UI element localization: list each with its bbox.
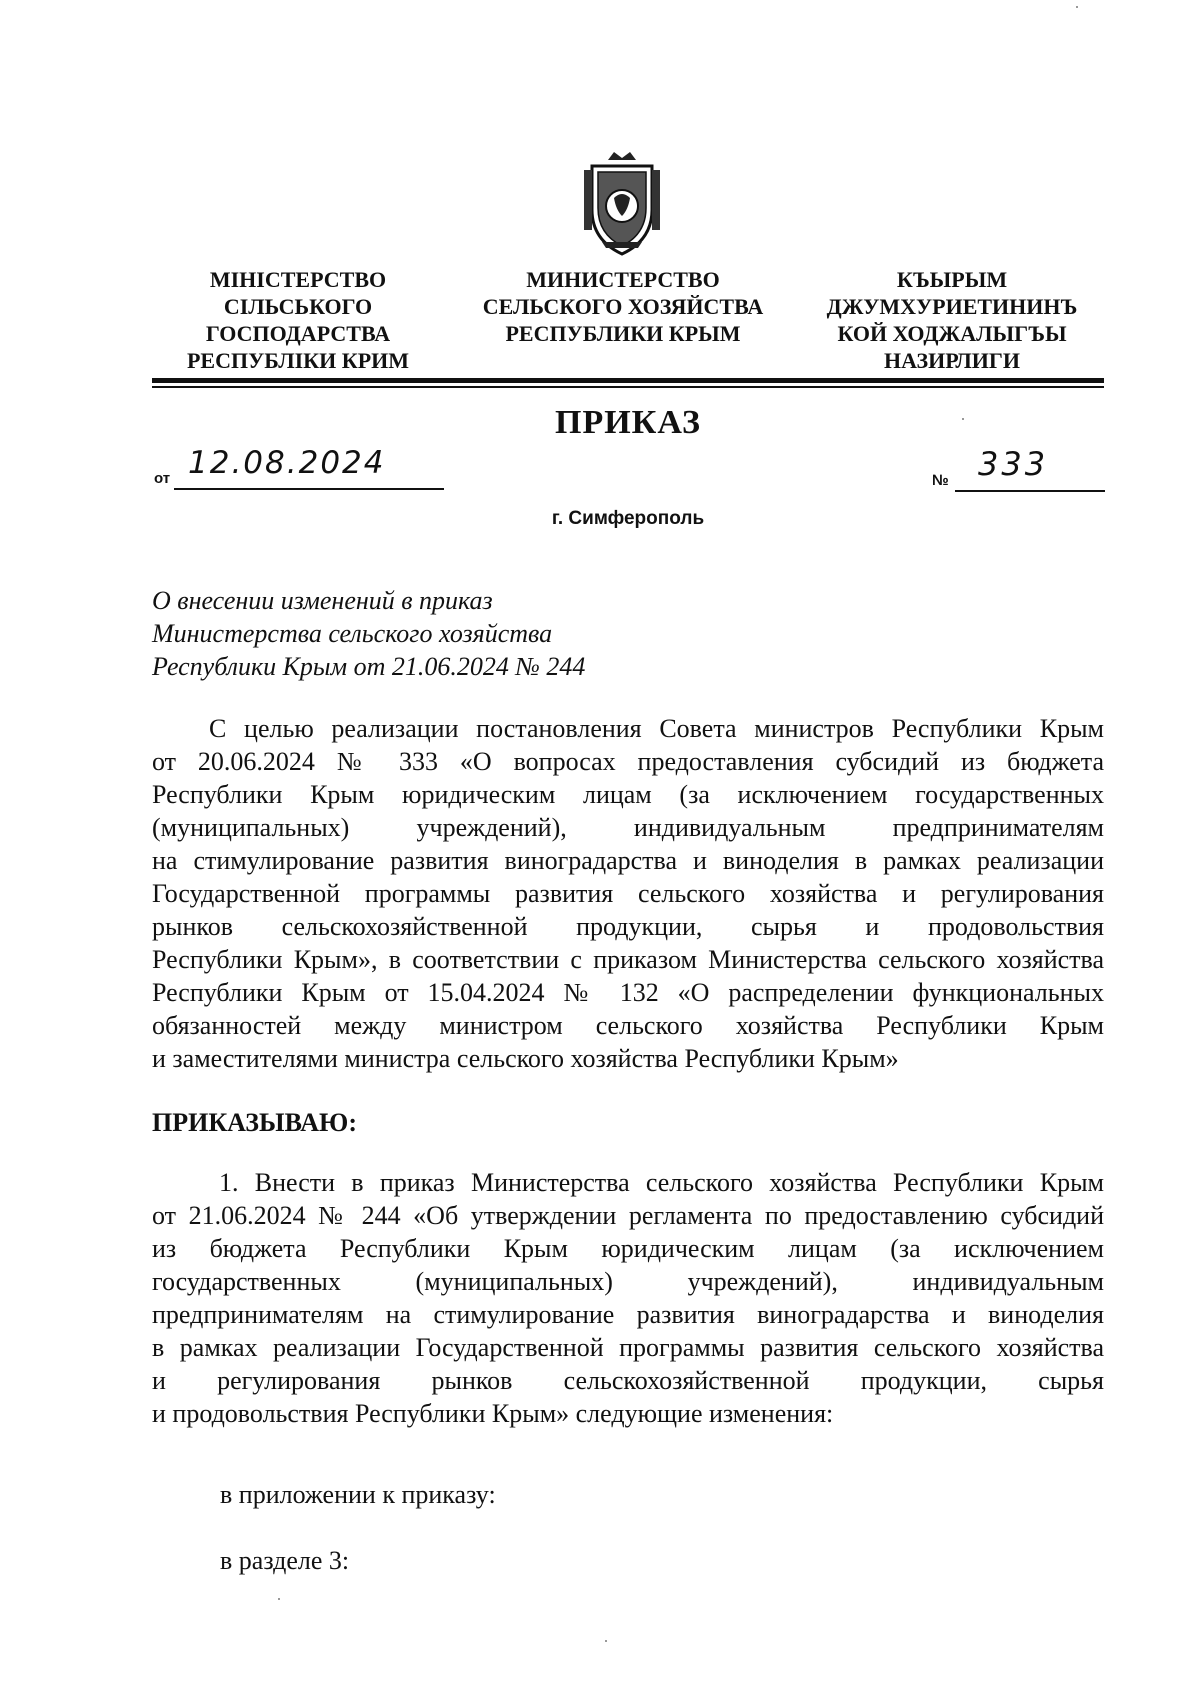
- header-ru-line: СЕЛЬСКОГО ХОЗЯЙСТВА: [482, 294, 764, 319]
- paragraph-line: Республики Крым», в соответствии с приказом Министерства сельского хозяйства: [152, 945, 1104, 974]
- paragraph-line: предпринимателям на стимулирование развития виноградарства и виноделия: [152, 1300, 1104, 1329]
- paragraph-line: Республики Крым юридическим лицам (за исключением государственных: [152, 780, 1104, 809]
- document-title: ПРИКАЗ: [555, 404, 701, 441]
- date-prefix: от: [154, 470, 171, 487]
- paragraph-line: от 20.06.2024 № 333 «О вопросах предоставления субсидий из бюджета: [152, 747, 1104, 776]
- header-crh-line: КОЙ ХОДЖАЛЫГЪЫ: [837, 321, 1067, 346]
- section-line: в разделе 3:: [220, 1546, 350, 1575]
- header-ua-line: РЕСПУБЛІКИ КРИМ: [186, 348, 410, 373]
- paragraph-line: Республики Крым от 15.04.2024 № 132 «О распределении функциональных: [152, 978, 1104, 1007]
- header-ua-line: ГОСПОДАРСТВА: [205, 321, 391, 346]
- subject-line: О внесении изменений в приказ: [152, 586, 493, 615]
- item-1-paragraph: [152, 1166, 1104, 1430]
- header-crh-line: ДЖУМХУРИЕТИНИНЪ: [826, 294, 1078, 319]
- paragraph-line: и продовольствия Республики Крым» следующие изменения:: [152, 1399, 834, 1428]
- order-heading: ПРИКАЗЫВАЮ:: [152, 1108, 357, 1137]
- scan-speck: [962, 418, 964, 420]
- paragraph-line: от 21.06.2024 № 244 «Об утверждении регламента по предоставлению субсидий: [152, 1201, 1104, 1230]
- number-underline: [955, 490, 1105, 492]
- appendix-line: в приложении к приказу:: [220, 1480, 496, 1509]
- paragraph-line: 1. Внести в приказ Министерства сельского хозяйства Республики Крым: [219, 1168, 1104, 1197]
- date-handwritten: 12.08.2024: [188, 445, 386, 481]
- paragraph-line: в рамках реализации Государственной программы развития сельского хозяйства: [152, 1333, 1104, 1362]
- subject-line: Министерства сельского хозяйства: [152, 619, 553, 648]
- paragraph-line: государственных (муниципальных) учреждений), индивидуальным: [152, 1267, 1104, 1296]
- preamble-paragraph: [152, 712, 1104, 1075]
- header-divider-thick: [152, 378, 1104, 383]
- paragraph-line: на стимулирование развития виноградарства и виноделия в рамках реализации: [152, 846, 1104, 875]
- paragraph-line: из бюджета Республики Крым юридическим лицам (за исключением: [152, 1234, 1104, 1263]
- header-ru-line: РЕСПУБЛИКИ КРЫМ: [505, 321, 741, 346]
- header-ua-line: СІЛЬСЬКОГО: [223, 294, 373, 319]
- number-prefix: №: [932, 472, 949, 489]
- header-crimean-tatar: [802, 266, 1102, 374]
- scan-speck: [1076, 6, 1078, 8]
- header-ua-line: МІНІСТЕРСТВО: [209, 267, 387, 292]
- header-crh-line: НАЗИРЛИГИ: [884, 348, 1020, 373]
- header-ru-line: МИНИСТЕРСТВО: [526, 267, 720, 292]
- paragraph-line: и регулирования рынков сельскохозяйственной продукции, сырья: [152, 1366, 1104, 1395]
- header-russian: [458, 266, 788, 347]
- city: г. Симферополь: [551, 508, 705, 529]
- subject-line: Республики Крым от 21.06.2024 № 244: [152, 652, 586, 681]
- header-crh-line: КЪЫРЫМ: [896, 267, 1008, 292]
- paragraph-line: С целью реализации постановления Совета министров Республики Крым: [209, 714, 1104, 743]
- header-ukrainian: [168, 266, 428, 374]
- header-divider-thin: [152, 386, 1104, 388]
- paragraph-line: и заместителями министра сельского хозяйства Республики Крым»: [152, 1044, 899, 1073]
- date-underline: [174, 488, 444, 490]
- subject: [152, 584, 585, 683]
- coat-of-arms-icon: [578, 150, 666, 258]
- scan-speck: [278, 1598, 280, 1600]
- paragraph-line: (муниципальных) учреждений), индивидуальным предпринимателям: [152, 813, 1104, 842]
- scan-speck: [605, 1640, 607, 1642]
- paragraph-line: Государственной программы развития сельского хозяйства и регулирования: [152, 879, 1104, 908]
- paragraph-line: обязанностей между министром сельского хозяйства Республики Крым: [152, 1011, 1104, 1040]
- paragraph-line: рынков сельскохозяйственной продукции, сырья и продовольствия: [152, 912, 1104, 941]
- number-handwritten: 333: [978, 445, 1049, 483]
